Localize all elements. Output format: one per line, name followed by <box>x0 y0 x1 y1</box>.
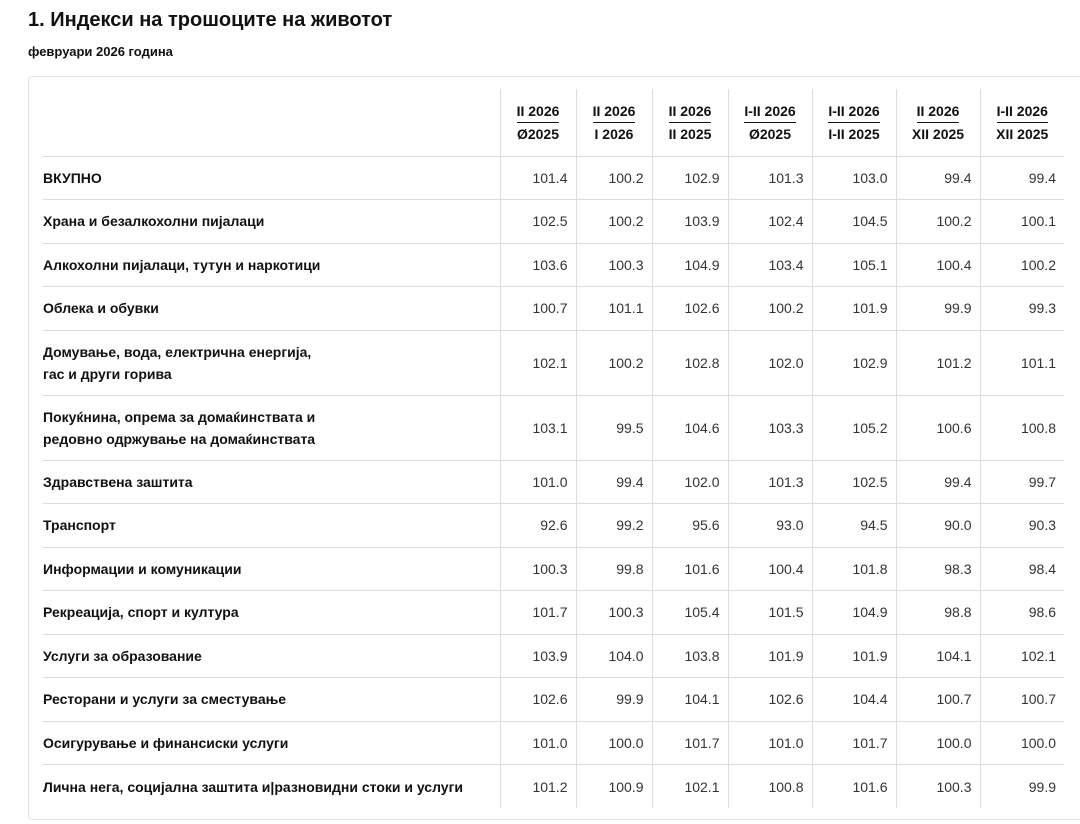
index-value: 103.4 <box>728 243 812 287</box>
index-value: 101.6 <box>812 765 896 809</box>
column-header-period: II 2026 <box>517 101 560 123</box>
row-label <box>43 200 500 244</box>
index-value: 99.9 <box>980 765 1064 809</box>
row-label-line: Здравствена заштита <box>43 473 193 490</box>
index-value: 101.7 <box>652 721 728 765</box>
index-value: 100.2 <box>896 200 980 244</box>
table-row <box>43 634 1064 678</box>
index-value: 102.1 <box>980 634 1064 678</box>
table-row <box>43 200 1064 244</box>
index-value: 92.6 <box>500 504 576 548</box>
table-row <box>43 330 1064 395</box>
row-label <box>43 460 500 504</box>
index-value: 102.0 <box>652 460 728 504</box>
index-value: 100.7 <box>500 287 576 331</box>
index-value: 99.4 <box>896 460 980 504</box>
index-value: 99.7 <box>980 460 1064 504</box>
table-row <box>43 395 1064 460</box>
index-value: 101.2 <box>500 765 576 809</box>
index-value: 101.0 <box>500 721 576 765</box>
index-value: 101.0 <box>728 721 812 765</box>
index-value: 95.6 <box>652 504 728 548</box>
index-value: 102.4 <box>728 200 812 244</box>
index-value: 100.8 <box>980 395 1064 460</box>
column-header-period: II 2026 <box>669 101 712 123</box>
index-value: 105.4 <box>652 591 728 635</box>
index-value: 101.6 <box>652 547 728 591</box>
table-row <box>43 287 1064 331</box>
index-value: 101.5 <box>728 591 812 635</box>
index-value: 99.5 <box>576 395 652 460</box>
table-header-row <box>43 89 1064 156</box>
index-value: 99.3 <box>980 287 1064 331</box>
index-value: 102.6 <box>728 678 812 722</box>
index-value: 102.1 <box>652 765 728 809</box>
index-value: 100.3 <box>576 243 652 287</box>
index-value: 99.2 <box>576 504 652 548</box>
index-value: 102.9 <box>652 156 728 200</box>
index-value: 103.1 <box>500 395 576 460</box>
index-value: 100.1 <box>980 200 1064 244</box>
index-value: 100.2 <box>980 243 1064 287</box>
index-value: 100.0 <box>896 721 980 765</box>
column-header-base: XII 2025 <box>996 125 1049 142</box>
table-row <box>43 460 1064 504</box>
table-row <box>43 721 1064 765</box>
row-label-line: гас и други горива <box>43 365 172 382</box>
row-label-line: Ресторани и услуги за сместување <box>43 691 287 708</box>
column-header-4 <box>728 89 812 156</box>
row-label-line: Рекреација, спорт и култура <box>43 604 239 621</box>
index-value: 100.7 <box>980 678 1064 722</box>
column-header-6 <box>896 89 980 156</box>
index-value: 100.2 <box>576 156 652 200</box>
row-label-line: Храна и безалкохолни пијалаци <box>43 213 265 230</box>
column-header-period: I-II 2026 <box>828 101 879 123</box>
index-value: 98.4 <box>980 547 1064 591</box>
index-value: 105.1 <box>812 243 896 287</box>
index-value: 102.0 <box>728 330 812 395</box>
index-value: 101.7 <box>500 591 576 635</box>
index-value: 104.4 <box>812 678 896 722</box>
index-value: 105.2 <box>812 395 896 460</box>
index-value: 102.5 <box>812 460 896 504</box>
index-value: 99.4 <box>896 156 980 200</box>
index-table <box>43 89 1064 808</box>
index-value: 94.5 <box>812 504 896 548</box>
column-header-base: Ø2025 <box>516 125 560 142</box>
index-value: 104.5 <box>812 200 896 244</box>
row-label-line: Информации и комуникации <box>43 560 242 577</box>
row-label-line: Лична нега, социјална заштита и|разновидни стоки и услуги <box>43 778 464 795</box>
index-value: 103.6 <box>500 243 576 287</box>
page-title: 1. Индекси на трошоците на животот <box>28 9 393 31</box>
index-value: 101.3 <box>728 156 812 200</box>
table-row <box>43 156 1064 200</box>
index-value: 101.9 <box>812 634 896 678</box>
column-header-base: I 2026 <box>594 125 634 142</box>
row-label-line: редовно одржување на домаќинствата <box>43 430 316 447</box>
index-value: 100.2 <box>728 287 812 331</box>
index-value: 102.8 <box>652 330 728 395</box>
index-value: 101.3 <box>728 460 812 504</box>
index-value: 102.6 <box>500 678 576 722</box>
row-label <box>43 678 500 722</box>
table-row <box>43 591 1064 635</box>
row-label <box>43 287 500 331</box>
table-row <box>43 504 1064 548</box>
row-label <box>43 765 500 809</box>
index-value: 99.9 <box>576 678 652 722</box>
index-value: 100.6 <box>896 395 980 460</box>
index-value: 100.9 <box>576 765 652 809</box>
row-label <box>43 504 500 548</box>
row-label-line: Покуќнина, опрема за домаќинствата и <box>43 408 316 425</box>
index-value: 100.4 <box>728 547 812 591</box>
index-value: 104.0 <box>576 634 652 678</box>
index-value: 104.1 <box>652 678 728 722</box>
column-header-base: XII 2025 <box>911 125 965 142</box>
index-value: 100.3 <box>576 591 652 635</box>
index-value: 100.3 <box>896 765 980 809</box>
column-header-1 <box>500 89 576 156</box>
column-header-period: I-II 2026 <box>744 101 795 123</box>
column-header-5 <box>812 89 896 156</box>
row-label <box>43 591 500 635</box>
row-label <box>43 156 500 200</box>
row-label-line: Услуги за образование <box>43 647 202 664</box>
row-label <box>43 330 500 395</box>
index-value: 102.9 <box>812 330 896 395</box>
index-value: 100.4 <box>896 243 980 287</box>
row-label <box>43 547 500 591</box>
index-value: 101.0 <box>500 460 576 504</box>
index-value: 103.3 <box>728 395 812 460</box>
row-label <box>43 634 500 678</box>
index-value: 98.8 <box>896 591 980 635</box>
index-value: 104.6 <box>652 395 728 460</box>
table-body <box>43 156 1064 808</box>
index-value: 101.7 <box>812 721 896 765</box>
column-header-7 <box>980 89 1064 156</box>
index-value: 101.8 <box>812 547 896 591</box>
index-value: 90.0 <box>896 504 980 548</box>
index-value: 100.0 <box>576 721 652 765</box>
table-row <box>43 678 1064 722</box>
index-value: 103.0 <box>812 156 896 200</box>
index-value: 100.7 <box>896 678 980 722</box>
index-value: 99.4 <box>980 156 1064 200</box>
index-value: 101.4 <box>500 156 576 200</box>
row-label-line: Осигурување и финансиски услуги <box>43 734 289 751</box>
table-card <box>28 76 1080 820</box>
column-header-3 <box>652 89 728 156</box>
index-value: 101.9 <box>812 287 896 331</box>
index-value: 102.1 <box>500 330 576 395</box>
index-value: 100.2 <box>576 200 652 244</box>
index-value: 102.6 <box>652 287 728 331</box>
column-header-base: Ø2025 <box>748 125 792 142</box>
row-label <box>43 243 500 287</box>
index-value: 103.9 <box>500 634 576 678</box>
page-subtitle: февруари 2026 година <box>28 44 173 59</box>
index-value: 99.9 <box>896 287 980 331</box>
index-value: 100.3 <box>500 547 576 591</box>
index-value: 101.1 <box>576 287 652 331</box>
index-value: 104.1 <box>896 634 980 678</box>
row-label-line: Облека и обувки <box>43 300 159 317</box>
table-row <box>43 243 1064 287</box>
column-header-base: II 2025 <box>668 125 712 142</box>
index-value: 99.8 <box>576 547 652 591</box>
index-value: 104.9 <box>812 591 896 635</box>
index-value: 99.4 <box>576 460 652 504</box>
row-label-line: Транспорт <box>43 517 116 534</box>
index-value: 98.3 <box>896 547 980 591</box>
index-value: 103.8 <box>652 634 728 678</box>
index-value: 103.9 <box>652 200 728 244</box>
index-value: 98.6 <box>980 591 1064 635</box>
index-value: 100.8 <box>728 765 812 809</box>
column-header-2 <box>576 89 652 156</box>
index-value: 104.9 <box>652 243 728 287</box>
column-header-period: II 2026 <box>593 101 636 123</box>
index-value: 93.0 <box>728 504 812 548</box>
row-label-line: Домување, вода, електрична енергија, <box>43 343 312 360</box>
table-row <box>43 765 1064 809</box>
index-value: 101.9 <box>728 634 812 678</box>
index-value: 100.2 <box>576 330 652 395</box>
column-header-period: I-II 2026 <box>997 101 1048 123</box>
row-label-line: Алкохолни пијалаци, тутун и наркотици <box>43 256 321 273</box>
index-value: 102.5 <box>500 200 576 244</box>
header-label-empty <box>43 89 500 156</box>
index-value: 101.2 <box>896 330 980 395</box>
column-header-period: II 2026 <box>917 101 960 123</box>
index-value: 90.3 <box>980 504 1064 548</box>
column-header-base: I-II 2025 <box>828 125 880 142</box>
index-value: 100.0 <box>980 721 1064 765</box>
row-label <box>43 721 500 765</box>
index-value: 101.1 <box>980 330 1064 395</box>
table-row <box>43 547 1064 591</box>
row-label <box>43 395 500 460</box>
row-label-line: ВКУПНО <box>43 169 102 186</box>
